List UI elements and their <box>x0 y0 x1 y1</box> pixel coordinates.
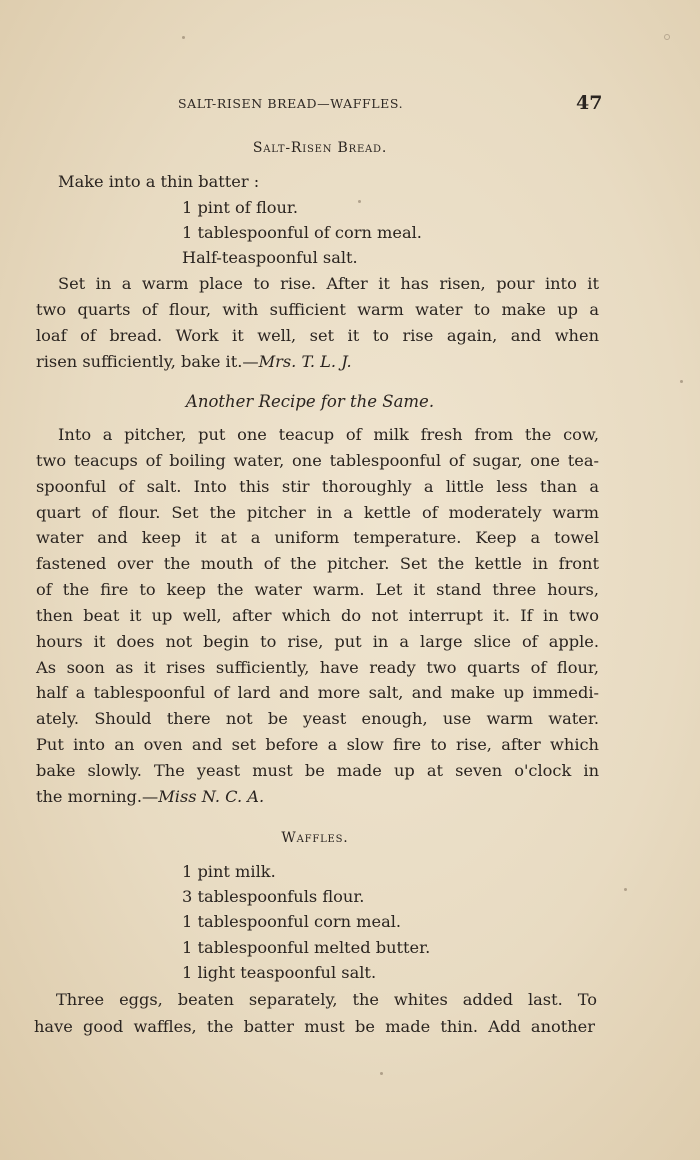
text-line: loaf of bread. Work it well, set it to rise again, and when <box>36 326 599 345</box>
text-line: Set in a warm place to rise. After it has risen, pour into it <box>58 274 599 293</box>
text-line-last <box>36 349 599 375</box>
recipe-heading-another-recipe: Another Recipe for the Same. <box>185 392 435 411</box>
recipe-heading-waffles: Waffles. <box>281 830 349 846</box>
running-title: SALT-RISEN BREAD—WAFFLES. <box>178 96 404 111</box>
ingredient-line: 1 pint milk. <box>182 862 276 881</box>
running-head <box>0 92 700 116</box>
text-line: Put into an oven and set before a slow fire to rise, after which <box>36 735 599 754</box>
text-line: Three eggs, beaten separately, the whites added last. To <box>56 990 597 1009</box>
text-line: two quarts of flour, with sufficient warm water to make up a <box>36 300 599 319</box>
text-line: half a tablespoonful of lard and more salt, and make up immedi- <box>36 683 599 702</box>
recipe-intro: Make into a thin batter : <box>58 172 260 191</box>
text-line: hours it does not begin to rise, put in a large slice of apple. <box>36 632 599 651</box>
signature: Miss N. C. A. <box>158 787 265 806</box>
ingredient-line: Half-teaspoonful salt. <box>182 248 358 267</box>
text-line: have good waffles, the batter must be made thin. Add another <box>34 1017 595 1036</box>
signature: Mrs. T. L. J. <box>258 352 352 371</box>
text-line: Into a pitcher, put one teacup of milk fresh from the cow, <box>58 425 599 444</box>
ingredient-line: 1 pint of flour. <box>182 198 299 217</box>
text-line-last <box>36 784 599 810</box>
ingredient-line: 3 tablespoonfuls flour. <box>182 887 365 906</box>
text-line: then beat it up well, after which do not interrupt it. If in two <box>36 606 599 625</box>
text-line: water and keep it at a uniform temperature. Keep a towel <box>36 528 599 547</box>
paper-speck <box>680 380 683 383</box>
text-fragment: the morning.— <box>36 787 159 806</box>
paper-speck <box>624 888 627 891</box>
ingredient-line: 1 light teaspoonful salt. <box>182 963 377 982</box>
text-line: quart of flour. Set the pitcher in a kettle of moderately warm <box>36 503 599 522</box>
paper-speck <box>664 34 670 40</box>
ingredient-line: 1 tablespoonful corn meal. <box>182 912 402 931</box>
paper-speck <box>182 36 185 39</box>
text-line: of the fire to keep the water warm. Let it stand three hours, <box>36 580 599 599</box>
text-line: ately. Should there not be yeast enough, use warm water. <box>36 709 599 728</box>
paper-speck <box>380 1072 383 1075</box>
text-line: fastened over the mouth of the pitcher. Set the kettle in front <box>36 554 599 573</box>
paper-speck <box>358 200 361 203</box>
text-line: spoonful of salt. Into this stir thoroughly a little less than a <box>36 477 599 496</box>
page-number: 47 <box>576 92 603 114</box>
text-line: bake slowly. The yeast must be made up at seven o'clock in <box>36 761 599 780</box>
text-line: two teacups of boiling water, one tablespoonful of sugar, one tea- <box>36 451 599 470</box>
text-fragment: risen sufficiently, bake it.— <box>36 352 259 371</box>
recipe-heading-salt-risen-bread: Salt-Risen Bread. <box>252 140 388 156</box>
ingredient-line: 1 tablespoonful of corn meal. <box>182 223 422 242</box>
text-line: As soon as it rises sufficiently, have ready two quarts of flour, <box>36 658 599 677</box>
ingredient-line: 1 tablespoonful melted butter. <box>182 938 431 957</box>
